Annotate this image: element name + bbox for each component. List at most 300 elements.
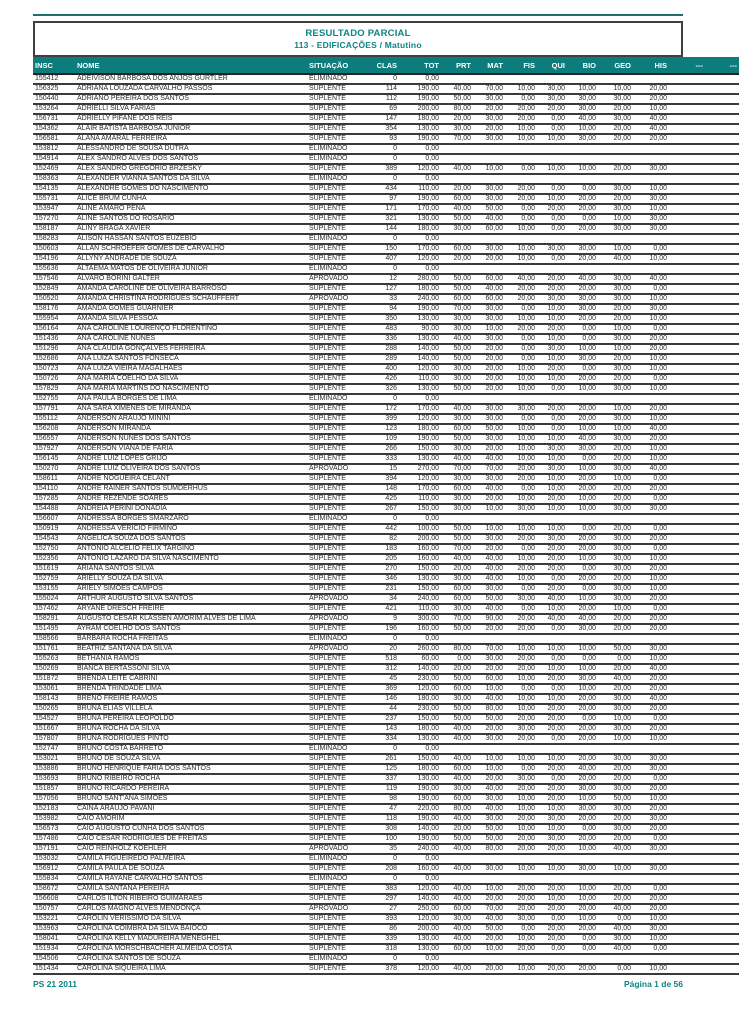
cell-fis: 20,00 bbox=[505, 814, 537, 824]
cell-bio bbox=[567, 874, 598, 884]
cell-insc: 156607 bbox=[33, 514, 75, 524]
cell-mat: 70,00 bbox=[473, 904, 505, 914]
cell-bio: 10,00 bbox=[567, 914, 598, 924]
cell-situacao: SUPLENTE bbox=[307, 964, 367, 974]
table-row bbox=[33, 754, 739, 764]
cell-mat: 30,00 bbox=[473, 404, 505, 414]
table-row bbox=[33, 354, 739, 364]
cell-extra2 bbox=[705, 434, 739, 444]
cell-tot: 160,00 bbox=[399, 624, 441, 634]
cell-prt bbox=[441, 854, 473, 864]
cell-extra2 bbox=[705, 414, 739, 424]
table-row bbox=[33, 814, 739, 824]
header-row bbox=[33, 57, 739, 74]
cell-clas: 150 bbox=[367, 244, 399, 254]
cell-extra1 bbox=[669, 614, 705, 624]
cell-nome: ANA CLAUDIA GONÇALVES FERREIRA bbox=[75, 344, 307, 354]
table-row bbox=[33, 364, 739, 374]
cell-nome: ARIANA SANTOS SILVA bbox=[75, 564, 307, 574]
cell-his: 10,00 bbox=[633, 104, 669, 114]
cell-clas: 45 bbox=[367, 674, 399, 684]
cell-clas: 127 bbox=[367, 284, 399, 294]
cell-mat: 30,00 bbox=[473, 734, 505, 744]
table-row bbox=[33, 624, 739, 634]
cell-prt: 30,00 bbox=[441, 604, 473, 614]
cell-extra1 bbox=[669, 884, 705, 894]
cell-qui: 0,00 bbox=[537, 384, 567, 394]
cell-qui: 10,00 bbox=[537, 804, 567, 814]
cell-situacao: ELIMINADO bbox=[307, 74, 367, 84]
cell-bio bbox=[567, 634, 598, 644]
cell-geo: 30,00 bbox=[598, 204, 633, 214]
cell-mat: 10,00 bbox=[473, 764, 505, 774]
cell-fis: 10,00 bbox=[505, 704, 537, 714]
cell-geo bbox=[598, 264, 633, 274]
cell-his: 30,00 bbox=[633, 644, 669, 654]
cell-geo: 10,00 bbox=[598, 214, 633, 224]
cell-tot: 140,00 bbox=[399, 894, 441, 904]
cell-situacao: SUPLENTE bbox=[307, 104, 367, 114]
table-row bbox=[33, 464, 739, 474]
table-row bbox=[33, 324, 739, 334]
cell-nome: BRENO FREIRE RAMOS bbox=[75, 694, 307, 704]
cell-extra2 bbox=[705, 424, 739, 434]
cell-prt: 30,00 bbox=[441, 364, 473, 374]
cell-qui bbox=[537, 174, 567, 184]
cell-nome: BRUNO SANT'ANA SIMÕES bbox=[75, 794, 307, 804]
cell-situacao: SUPLENTE bbox=[307, 164, 367, 174]
cell-clas: 0 bbox=[367, 154, 399, 164]
cell-extra1 bbox=[669, 374, 705, 384]
cell-extra1 bbox=[669, 574, 705, 584]
cell-qui: 10,00 bbox=[537, 354, 567, 364]
table-row bbox=[33, 724, 739, 734]
cell-geo: 30,00 bbox=[598, 584, 633, 594]
top-divider bbox=[33, 14, 683, 16]
cell-bio: 0,00 bbox=[567, 324, 598, 334]
cell-clas: 318 bbox=[367, 944, 399, 954]
cell-mat: 40,00 bbox=[473, 694, 505, 704]
cell-bio bbox=[567, 514, 598, 524]
cell-insc: 150603 bbox=[33, 244, 75, 254]
cell-clas: 354 bbox=[367, 124, 399, 134]
cell-his: 0,00 bbox=[633, 244, 669, 254]
cell-extra2 bbox=[705, 504, 739, 514]
table-row bbox=[33, 904, 739, 914]
cell-nome: ARTHUR AUGUSTO SILVA SANTOS bbox=[75, 594, 307, 604]
cell-clas: 97 bbox=[367, 194, 399, 204]
cell-extra2 bbox=[705, 214, 739, 224]
cell-insc: 154527 bbox=[33, 714, 75, 724]
cell-prt: 20,00 bbox=[441, 114, 473, 124]
cell-tot: 120,00 bbox=[399, 914, 441, 924]
cell-prt: 40,00 bbox=[441, 814, 473, 824]
cell-tot: 0,00 bbox=[399, 234, 441, 244]
cell-nome: ALEXANDRE GOMES DO NASCIMENTO bbox=[75, 184, 307, 194]
cell-mat: 30,00 bbox=[473, 814, 505, 824]
table-row bbox=[33, 204, 739, 214]
cell-bio: 30,00 bbox=[567, 244, 598, 254]
cell-extra1 bbox=[669, 464, 705, 474]
cell-qui: 0,00 bbox=[537, 214, 567, 224]
cell-prt: 40,00 bbox=[441, 554, 473, 564]
cell-tot: 260,00 bbox=[399, 644, 441, 654]
cell-clas: 118 bbox=[367, 814, 399, 824]
cell-situacao: SUPLENTE bbox=[307, 544, 367, 554]
cell-insc: 153886 bbox=[33, 764, 75, 774]
cell-extra1 bbox=[669, 844, 705, 854]
cell-bio bbox=[567, 174, 598, 184]
cell-insc: 158611 bbox=[33, 474, 75, 484]
cell-prt: 50,00 bbox=[441, 354, 473, 364]
cell-clas: 94 bbox=[367, 304, 399, 314]
cell-bio: 20,00 bbox=[567, 694, 598, 704]
cell-situacao: APROVADO bbox=[307, 614, 367, 624]
cell-his: 10,00 bbox=[633, 584, 669, 594]
cell-nome: ALEX SANDRO GREGÓRIO BRZESKY bbox=[75, 164, 307, 174]
cell-bio: 10,00 bbox=[567, 164, 598, 174]
cell-mat bbox=[473, 264, 505, 274]
cell-clas: 483 bbox=[367, 324, 399, 334]
cell-bio bbox=[567, 154, 598, 164]
cell-his: 40,00 bbox=[633, 694, 669, 704]
table-row bbox=[33, 294, 739, 304]
cell-geo: 30,00 bbox=[598, 534, 633, 544]
cell-fis: 0,00 bbox=[505, 544, 537, 554]
cell-situacao: SUPLENTE bbox=[307, 344, 367, 354]
cell-prt: 50,00 bbox=[441, 534, 473, 544]
cell-qui: 0,00 bbox=[537, 124, 567, 134]
cell-his: 30,00 bbox=[633, 754, 669, 764]
cell-fis: 10,00 bbox=[505, 224, 537, 234]
cell-nome: CAROLINA SANTOS DE SOUZA bbox=[75, 954, 307, 964]
cell-extra2 bbox=[705, 794, 739, 804]
cell-insc: 157462 bbox=[33, 604, 75, 614]
table-row bbox=[33, 654, 739, 664]
cell-situacao: SUPLENTE bbox=[307, 794, 367, 804]
cell-qui: 20,00 bbox=[537, 284, 567, 294]
cell-insc: 155412 bbox=[33, 74, 75, 84]
table-row bbox=[33, 214, 739, 224]
cell-fis: 20,00 bbox=[505, 184, 537, 194]
cell-situacao: SUPLENTE bbox=[307, 684, 367, 694]
cell-extra1 bbox=[669, 664, 705, 674]
cell-qui: 10,00 bbox=[537, 164, 567, 174]
cell-tot: 0,00 bbox=[399, 394, 441, 404]
cell-mat: 10,00 bbox=[473, 684, 505, 694]
cell-qui: 30,00 bbox=[537, 244, 567, 254]
cell-extra2 bbox=[705, 584, 739, 594]
cell-fis: 20,00 bbox=[505, 664, 537, 674]
cell-geo: 30,00 bbox=[598, 464, 633, 474]
table-row bbox=[33, 84, 739, 94]
cell-insc: 156164 bbox=[33, 324, 75, 334]
cell-geo: 20,00 bbox=[598, 484, 633, 494]
cell-his: 10,00 bbox=[633, 254, 669, 264]
cell-qui: 0,00 bbox=[537, 254, 567, 264]
cell-prt: 0,00 bbox=[441, 654, 473, 664]
cell-mat: 50,00 bbox=[473, 924, 505, 934]
cell-bio: 0,00 bbox=[567, 654, 598, 664]
table-row bbox=[33, 954, 739, 964]
cell-geo: 20,00 bbox=[598, 354, 633, 364]
cell-situacao: SUPLENTE bbox=[307, 324, 367, 334]
cell-nome: ANDERSON ARAUJO MININI bbox=[75, 414, 307, 424]
cell-clas: 109 bbox=[367, 434, 399, 444]
cell-extra2 bbox=[705, 934, 739, 944]
cell-geo: 0,00 bbox=[598, 964, 633, 974]
cell-tot: 140,00 bbox=[399, 824, 441, 834]
cell-geo: 20,00 bbox=[598, 574, 633, 584]
cell-prt bbox=[441, 174, 473, 184]
table-row bbox=[33, 884, 739, 894]
cell-extra1 bbox=[669, 584, 705, 594]
cell-extra1 bbox=[669, 874, 705, 884]
cell-mat: 10,00 bbox=[473, 884, 505, 894]
cell-extra2 bbox=[705, 924, 739, 934]
cell-prt: 50,00 bbox=[441, 214, 473, 224]
table-row bbox=[33, 474, 739, 484]
cell-his bbox=[633, 74, 669, 84]
cell-bio: 20,00 bbox=[567, 574, 598, 584]
cell-situacao: APROVADO bbox=[307, 274, 367, 284]
cell-fis: 10,00 bbox=[505, 574, 537, 584]
cell-prt: 60,00 bbox=[441, 794, 473, 804]
cell-mat: 40,00 bbox=[473, 914, 505, 924]
cell-extra1 bbox=[669, 114, 705, 124]
cell-insc: 154543 bbox=[33, 534, 75, 544]
cell-situacao: SUPLENTE bbox=[307, 414, 367, 424]
cell-fis bbox=[505, 74, 537, 84]
cell-his: 10,00 bbox=[633, 444, 669, 454]
col-header-qui: QUI bbox=[537, 57, 567, 74]
cell-extra2 bbox=[705, 964, 739, 974]
cell-prt: 20,00 bbox=[441, 664, 473, 674]
cell-tot: 220,00 bbox=[399, 804, 441, 814]
cell-nome: ALANA AMARAL FERREIRA bbox=[75, 134, 307, 144]
cell-situacao: SUPLENTE bbox=[307, 674, 367, 684]
cell-clas: 266 bbox=[367, 444, 399, 454]
cell-prt: 40,00 bbox=[441, 334, 473, 344]
cell-prt: 30,00 bbox=[441, 504, 473, 514]
cell-qui bbox=[537, 74, 567, 84]
cell-extra1 bbox=[669, 654, 705, 664]
cell-extra1 bbox=[669, 144, 705, 154]
cell-mat bbox=[473, 954, 505, 964]
cell-mat: 10,00 bbox=[473, 754, 505, 764]
cell-nome: ADRIANO PEREIRA DOS SANTOS bbox=[75, 94, 307, 104]
cell-prt: 70,00 bbox=[441, 614, 473, 624]
cell-qui: 0,00 bbox=[537, 224, 567, 234]
cell-prt: 50,00 bbox=[441, 94, 473, 104]
cell-extra2 bbox=[705, 304, 739, 314]
cell-situacao: SUPLENTE bbox=[307, 764, 367, 774]
cell-nome: BRENDA LEITE CABRINI bbox=[75, 674, 307, 684]
cell-mat: 20,00 bbox=[473, 624, 505, 634]
cell-his: 10,00 bbox=[633, 934, 669, 944]
cell-prt: 40,00 bbox=[441, 84, 473, 94]
table-row bbox=[33, 304, 739, 314]
cell-bio bbox=[567, 144, 598, 154]
cell-fis: 20,00 bbox=[505, 734, 537, 744]
cell-extra2 bbox=[705, 644, 739, 654]
cell-prt: 80,00 bbox=[441, 104, 473, 114]
cell-nome: ALINE AMARO PENA bbox=[75, 204, 307, 214]
cell-nome: ARIELY SIMÕES CAMPOS bbox=[75, 584, 307, 594]
cell-qui: 30,00 bbox=[537, 534, 567, 544]
cell-clas: 44 bbox=[367, 704, 399, 714]
cell-qui: 10,00 bbox=[537, 134, 567, 144]
cell-geo: 30,00 bbox=[598, 594, 633, 604]
cell-situacao: APROVADO bbox=[307, 594, 367, 604]
cell-insc: 150270 bbox=[33, 464, 75, 474]
cell-situacao: SUPLENTE bbox=[307, 924, 367, 934]
cell-fis: 20,00 bbox=[505, 474, 537, 484]
cell-insc: 150919 bbox=[33, 524, 75, 534]
cell-bio: 0,00 bbox=[567, 364, 598, 374]
table-row bbox=[33, 644, 739, 654]
cell-insc: 156557 bbox=[33, 434, 75, 444]
cell-extra2 bbox=[705, 254, 739, 264]
cell-insc: 156325 bbox=[33, 84, 75, 94]
cell-geo: 40,00 bbox=[598, 904, 633, 914]
table-row bbox=[33, 794, 739, 804]
cell-mat: 60,00 bbox=[473, 674, 505, 684]
cell-his: 20,00 bbox=[633, 404, 669, 414]
cell-bio: 10,00 bbox=[567, 554, 598, 564]
cell-fis: 10,00 bbox=[505, 364, 537, 374]
cell-extra2 bbox=[705, 574, 739, 584]
cell-geo: 10,00 bbox=[598, 344, 633, 354]
cell-his: 20,00 bbox=[633, 724, 669, 734]
cell-situacao: ELIMINADO bbox=[307, 744, 367, 754]
cell-geo: 20,00 bbox=[598, 664, 633, 674]
cell-qui: 20,00 bbox=[537, 674, 567, 684]
cell-extra1 bbox=[669, 364, 705, 374]
cell-extra2 bbox=[705, 144, 739, 154]
cell-tot: 200,00 bbox=[399, 924, 441, 934]
cell-extra1 bbox=[669, 724, 705, 734]
table-row bbox=[33, 234, 739, 244]
table-row bbox=[33, 554, 739, 564]
cell-geo: 30,00 bbox=[598, 94, 633, 104]
cell-tot: 190,00 bbox=[399, 814, 441, 824]
cell-fis bbox=[505, 394, 537, 404]
cell-mat: 60,00 bbox=[473, 274, 505, 284]
cell-tot: 230,00 bbox=[399, 674, 441, 684]
cell-extra2 bbox=[705, 854, 739, 864]
cell-nome: ANTONIO LAZARO DA SILVA NASCIMENTO bbox=[75, 554, 307, 564]
cell-tot: 180,00 bbox=[399, 114, 441, 124]
cell-clas: 0 bbox=[367, 174, 399, 184]
cell-extra2 bbox=[705, 384, 739, 394]
cell-prt: 40,00 bbox=[441, 404, 473, 414]
table-row bbox=[33, 524, 739, 534]
cell-clas: 336 bbox=[367, 334, 399, 344]
cell-tot: 120,00 bbox=[399, 364, 441, 374]
cell-mat: 40,00 bbox=[473, 454, 505, 464]
cell-extra1 bbox=[669, 764, 705, 774]
cell-prt: 50,00 bbox=[441, 834, 473, 844]
cell-clas: 270 bbox=[367, 564, 399, 574]
cell-nome: ADEIVISON BARBOSA DOS ANJOS GURTLER bbox=[75, 74, 307, 84]
cell-insc: 157056 bbox=[33, 794, 75, 804]
cell-mat: 70,00 bbox=[473, 464, 505, 474]
cell-nome: ANA MARIA COELHO DA SILVA bbox=[75, 374, 307, 384]
cell-nome: ARIELLY SOUZA DA SILVA bbox=[75, 574, 307, 584]
cell-mat: 30,00 bbox=[473, 534, 505, 544]
cell-fis: 30,00 bbox=[505, 594, 537, 604]
cell-mat: 40,00 bbox=[473, 604, 505, 614]
cell-tot: 170,00 bbox=[399, 484, 441, 494]
cell-situacao: SUPLENTE bbox=[307, 304, 367, 314]
cell-his: 20,00 bbox=[633, 684, 669, 694]
cell-extra2 bbox=[705, 814, 739, 824]
cell-insc: 153264 bbox=[33, 104, 75, 114]
cell-extra2 bbox=[705, 164, 739, 174]
cell-prt bbox=[441, 264, 473, 274]
cell-fis: 0,00 bbox=[505, 334, 537, 344]
cell-tot: 190,00 bbox=[399, 304, 441, 314]
table-row bbox=[33, 514, 739, 524]
cell-clas: 0 bbox=[367, 234, 399, 244]
cell-prt: 60,00 bbox=[441, 484, 473, 494]
cell-situacao: SUPLENTE bbox=[307, 834, 367, 844]
cell-fis: 10,00 bbox=[505, 134, 537, 144]
cell-insc: 157829 bbox=[33, 384, 75, 394]
cell-mat bbox=[473, 154, 505, 164]
cell-clas: 148 bbox=[367, 484, 399, 494]
cell-qui: 0,00 bbox=[537, 114, 567, 124]
table-row bbox=[33, 564, 739, 574]
cell-qui: 20,00 bbox=[537, 564, 567, 574]
table-row bbox=[33, 494, 739, 504]
cell-nome: ANDRE NOGUEIRA CELANT bbox=[75, 474, 307, 484]
cell-insc: 156581 bbox=[33, 134, 75, 144]
cell-situacao: SUPLENTE bbox=[307, 494, 367, 504]
cell-fis: 10,00 bbox=[505, 424, 537, 434]
cell-tot: 180,00 bbox=[399, 424, 441, 434]
cell-bio: 10,00 bbox=[567, 894, 598, 904]
cell-prt: 40,00 bbox=[441, 774, 473, 784]
cell-tot: 140,00 bbox=[399, 664, 441, 674]
cell-clas: 369 bbox=[367, 684, 399, 694]
cell-insc: 152469 bbox=[33, 164, 75, 174]
cell-his bbox=[633, 634, 669, 644]
cell-geo: 30,00 bbox=[598, 934, 633, 944]
cell-prt: 60,00 bbox=[441, 764, 473, 774]
cell-clas: 172 bbox=[367, 404, 399, 414]
cell-nome: CAROLIN VERISSIMO DA SILVA bbox=[75, 914, 307, 924]
cell-geo bbox=[598, 144, 633, 154]
cell-prt: 60,00 bbox=[441, 244, 473, 254]
cell-nome: ADRIELLI SILVA FARIAS bbox=[75, 104, 307, 114]
table-row bbox=[33, 144, 739, 154]
cell-qui: 30,00 bbox=[537, 94, 567, 104]
cell-insc: 150269 bbox=[33, 664, 75, 674]
cell-mat bbox=[473, 174, 505, 184]
cell-qui: 20,00 bbox=[537, 934, 567, 944]
cell-extra2 bbox=[705, 74, 739, 84]
cell-tot: 200,00 bbox=[399, 534, 441, 544]
cell-insc: 151436 bbox=[33, 334, 75, 344]
table-row bbox=[33, 454, 739, 464]
cell-extra1 bbox=[669, 594, 705, 604]
cell-prt: 40,00 bbox=[441, 204, 473, 214]
cell-fis: 10,00 bbox=[505, 434, 537, 444]
cell-insc: 155954 bbox=[33, 314, 75, 324]
cell-bio: 10,00 bbox=[567, 84, 598, 94]
